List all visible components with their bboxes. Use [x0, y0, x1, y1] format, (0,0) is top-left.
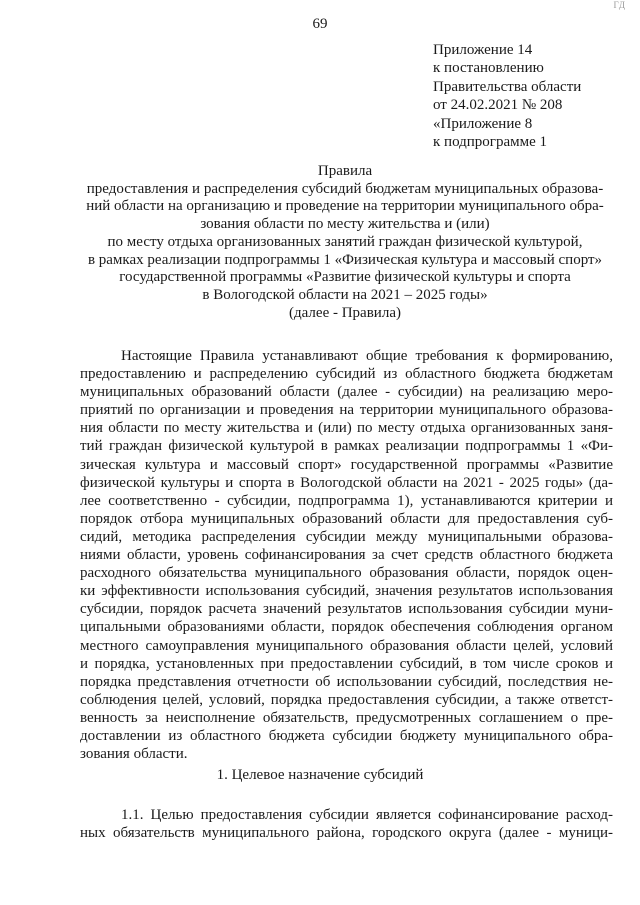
- intro-paragraph: [80, 347, 613, 763]
- title-line: по месту отдыха организованных занятий граждан физической культурой,: [107, 233, 583, 250]
- paragraph-line: лее соответственно - субсидии, подпрограмма 1), устанавливаются критерии и: [80, 492, 613, 509]
- paragraph-line: тий граждан физической культурой в рамках реализации подпрограммы 1 «Фи-: [80, 438, 613, 455]
- paragraph-line: приятий по организации и проведения на территории муниципального образова-: [80, 402, 613, 419]
- paragraph-line: ципальными образованиями области, порядок обеспечения соблюдения органом: [80, 619, 613, 636]
- section-line: 1.1. Целью предоставления субсидии является софинансирование расход-: [121, 807, 613, 823]
- annex-line: Приложение 14: [433, 42, 533, 58]
- paragraph-line: Настоящие Правила устанавливают общие требования к формированию,: [121, 348, 613, 364]
- document-title: [80, 163, 610, 322]
- paragraph-line: порядка представления отчетности об использовании субсидий, последствия не-: [80, 673, 613, 690]
- paragraph-line: зическая культура и массовый спорт» государственной программы «Развитие: [80, 456, 613, 473]
- annex-line: «Приложение 8: [433, 115, 533, 132]
- paragraph-line: физической культуры и спорта в Вологодской области на 2021 - 2025 годы» (да-: [80, 474, 613, 491]
- title-line: Правила: [317, 163, 373, 179]
- annex-line: от 24.02.2021 № 208: [433, 97, 563, 114]
- title-line: (далее - Правила): [289, 304, 401, 321]
- section-heading: 1. Целевое назначение субсидий: [216, 767, 424, 783]
- paragraph-line: зования области.: [80, 746, 188, 763]
- title-line: в Вологодской области на 2021 – 2025 годы»: [202, 286, 488, 303]
- paragraph-line: предоставлению и распределению субсидий из областного бюджета бюджетам: [80, 366, 613, 383]
- annex-block: [433, 41, 581, 151]
- paragraph-line: ниями области, уровень софинансирования за счет средств областного бюджета: [80, 547, 613, 564]
- section-paragraph: [80, 806, 613, 842]
- paragraph-line: соблюдения целей, условий, порядка предоставления субсидии, а также ответст-: [80, 691, 613, 708]
- section-line: ных обязательств муниципального района, городского округа (далее - муници-: [80, 825, 613, 842]
- annex-line: к постановлению: [433, 60, 544, 77]
- paragraph-line: и порядка, установленных при предоставлении субсидий, в том числе сроков и: [80, 655, 613, 672]
- paragraph-line: доставлении из областного бюджета субсидии бюджету муниципального обра-: [80, 727, 613, 744]
- title-line: предоставления и распределения субсидий бюджетам муниципальных образова-: [86, 180, 604, 197]
- paragraph-line: расходного обязательства муниципального образования области, порядок оцен-: [80, 565, 613, 582]
- paragraph-line: субсидии, порядок расчета значений результатов использования субсидии муни-: [80, 601, 613, 618]
- paragraph-line: венность за неисполнение обязательств, предусмотренных соглашением о пре-: [80, 709, 613, 726]
- title-line: в рамках реализации подпрограммы 1 «Физическая культура и массовый спорт»: [87, 251, 603, 268]
- annex-line: Правительства области: [433, 78, 582, 95]
- paragraph-line: ния области по месту жительства и (или) по месту отдыха организованных заня-: [80, 420, 613, 437]
- paragraph-line: ки эффективности использования субсидий, значения результатов использования: [80, 583, 613, 600]
- title-line: государственной программы «Развитие физической культуры и спорта: [119, 269, 571, 286]
- paragraph-line: порядок отбора муниципальных образований области для предоставления суб-: [80, 510, 613, 527]
- paragraph-line: местного самоуправления муниципального образования области целей, условий: [80, 637, 613, 654]
- title-line: ний области на организацию и проведение на территории муниципального обра-: [86, 198, 604, 215]
- annex-line: к подпрограмме 1: [433, 134, 547, 151]
- page-number: 69: [312, 16, 328, 32]
- paragraph-line: муниципальных образований области (далее - субсидии) на реализацию меро-: [80, 384, 613, 401]
- corner-mark: ГД: [613, 0, 626, 10]
- title-line: зования области по месту жительства и (или): [200, 216, 490, 233]
- paragraph-line: сидий, методика распределения субсидии между муниципальными образова-: [80, 528, 613, 545]
